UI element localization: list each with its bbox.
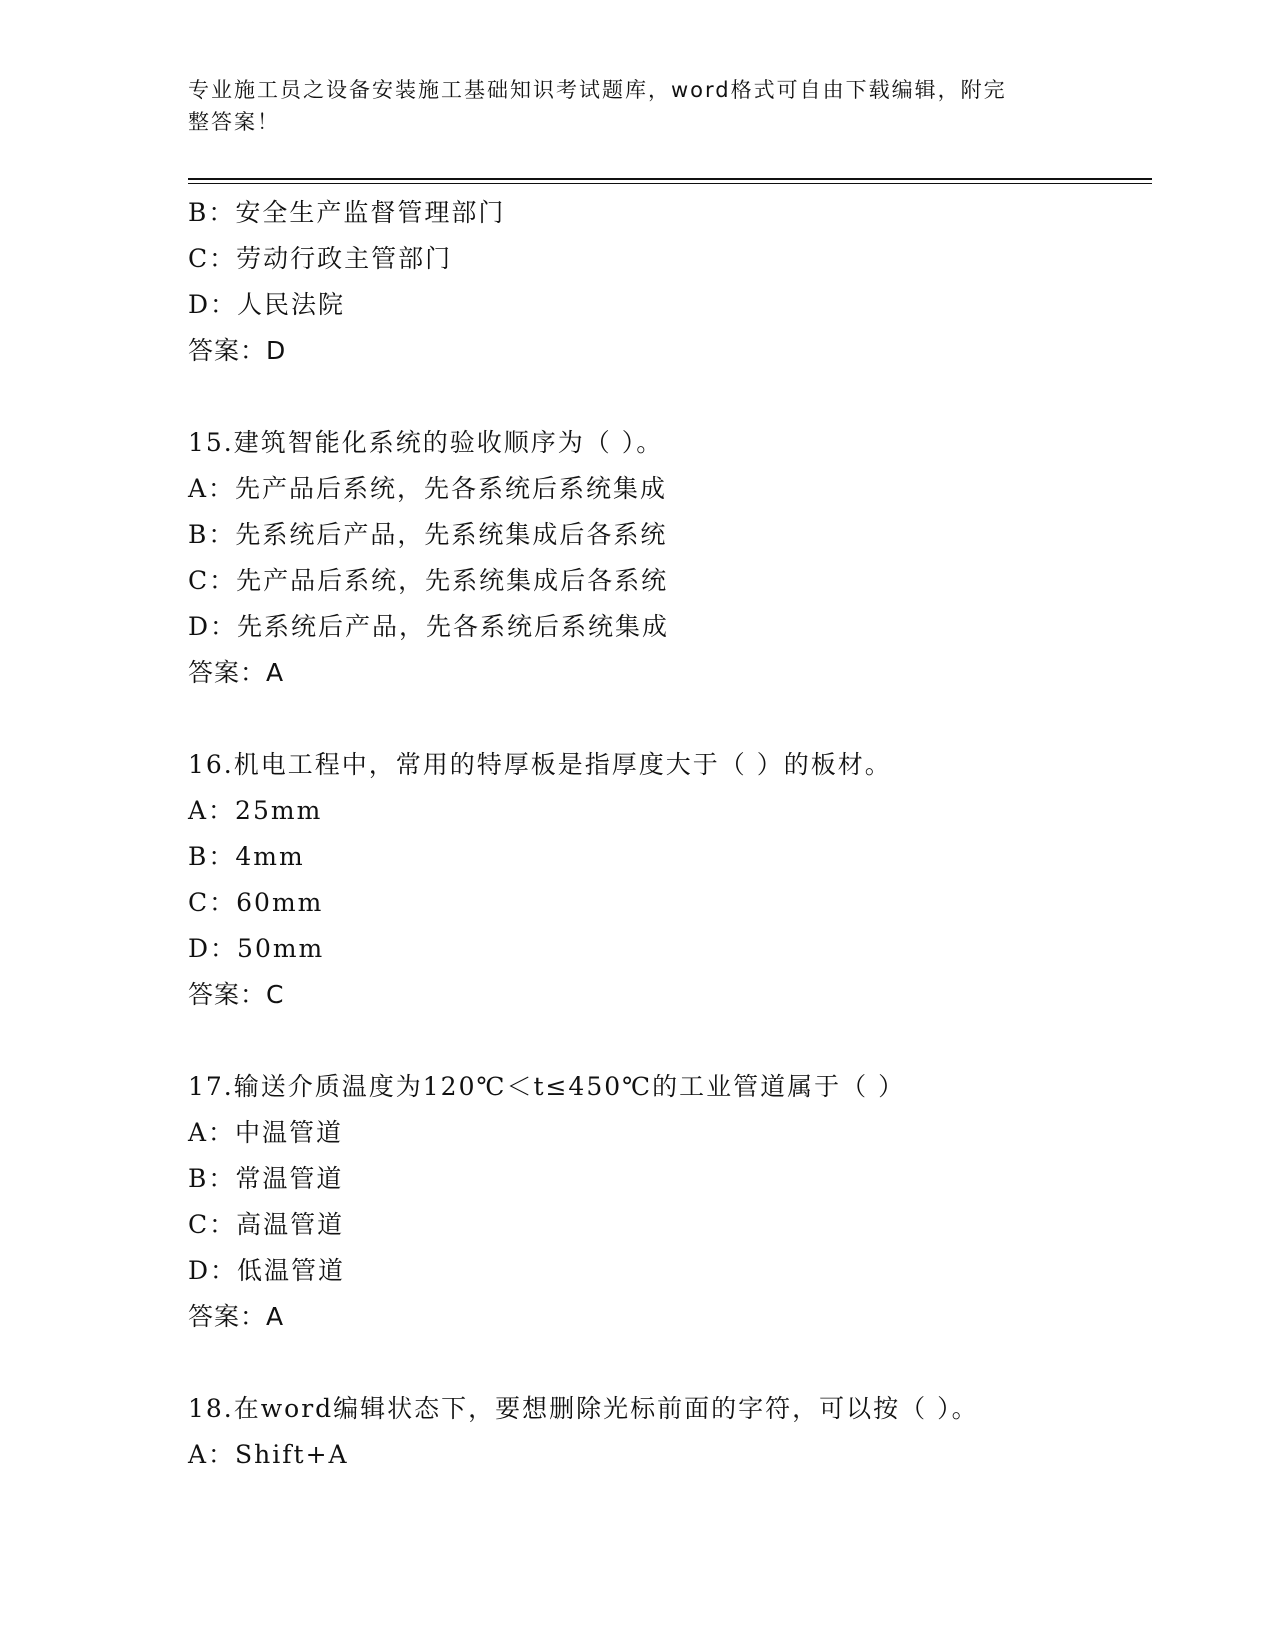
answer-line: 答案：C	[188, 980, 285, 1009]
answer-line: 答案：D	[188, 336, 287, 365]
header-line-1: 专业施工员之设备安装施工基础知识考试题库，word格式可自由下载编辑，附完	[188, 78, 1007, 102]
question-text: 18.在word编辑状态下，要想删除光标前面的字符，可以按（ ）。	[188, 1394, 979, 1423]
option-d: D：50mm	[188, 934, 325, 963]
answer-line: 答案：A	[188, 658, 285, 687]
header-divider-thick	[188, 178, 1152, 180]
option-d: D：低温管道	[188, 1256, 346, 1285]
option-a: A：Shift+A	[188, 1440, 349, 1469]
question-list	[188, 190, 1152, 1478]
option-c: C：高温管道	[188, 1210, 345, 1239]
question-block-14	[188, 190, 1152, 374]
option-b: B：常温管道	[188, 1164, 344, 1193]
option-d: D：人民法院	[188, 290, 346, 319]
question-block-17	[188, 1064, 1152, 1340]
option-a: A：先产品后系统，先各系统后系统集成	[188, 474, 668, 503]
question-text: 15.建筑智能化系统的验收顺序为（ ）。	[188, 428, 664, 457]
option-a: A：中温管道	[188, 1118, 344, 1147]
option-b: B：先系统后产品，先系统集成后各系统	[188, 520, 668, 549]
question-block-18	[188, 1386, 1152, 1478]
answer-line: 答案：A	[188, 1302, 285, 1331]
document-header	[188, 74, 1068, 138]
header-line-2: 整答案！	[188, 110, 280, 134]
question-block-15	[188, 420, 1152, 696]
option-a: A：25mm	[188, 796, 323, 825]
header-divider-thin	[188, 183, 1152, 184]
option-c: C：60mm	[188, 888, 324, 917]
option-b: B：4mm	[188, 842, 305, 871]
question-text: 17.输送介质温度为120℃＜t≤450℃的工业管道属于（ ）	[188, 1072, 906, 1101]
option-c: C：先产品后系统，先系统集成后各系统	[188, 566, 669, 595]
question-text: 16.机电工程中，常用的特厚板是指厚度大于（ ）的板材。	[188, 750, 892, 779]
option-c: C：劳动行政主管部门	[188, 244, 453, 273]
option-b: B：安全生产监督管理部门	[188, 198, 506, 227]
option-d: D：先系统后产品，先各系统后系统集成	[188, 612, 670, 641]
question-block-16	[188, 742, 1152, 1018]
